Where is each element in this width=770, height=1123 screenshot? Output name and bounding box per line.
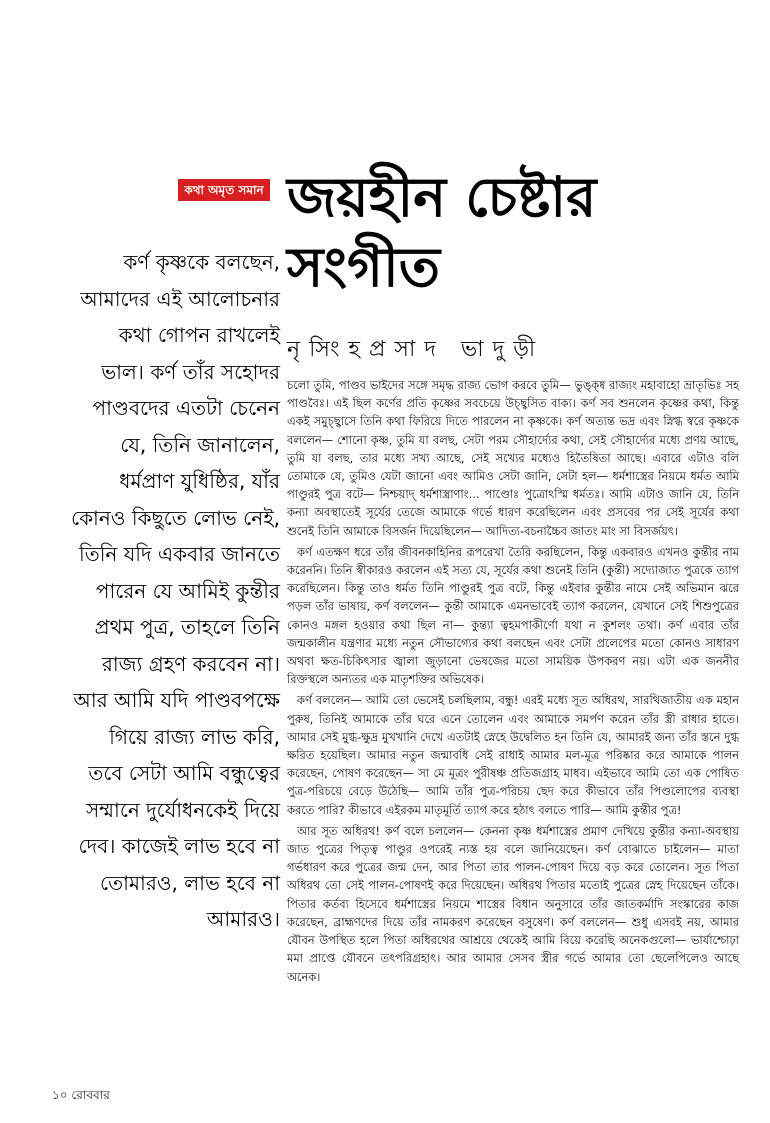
article-paragraph: চলো তুমি, পাণ্ডব ভাইদের সঙ্গে সমৃদ্ধ রাজ্য ভোগ করবে তুমি— ভুঙ্ক্ষ্ব রাজ্যং মহাবাহো ভ্রাতৃভিঃ সহ পাণ্ডবৈঃ। এই ছিল কর্ণের প্রতি কৃষ্ণের সবচেয়ে উচ্ছ্বসিত বাক্য। কর্ণ সব শুনলেন কৃষ্ণের কথা, কিন্তু একই সমুচ্ছ্বাসে তিনি কথা ফিরিয়ে দিতে পারলেন না কৃষ্ণকে। কর্ণ অত্যন্ত ভদ্র এবং স্নিগ্ধ স্বরে কৃষ্ণকে বললেন— শোনো কৃষ্ণ, তুমি যা বলছ, সেটা পরম সৌহার্দ্যের কথা, সেই সৌহার্দ্যের মধ্যে প্রণয় আছে, তুমি যা বলছ, তার মধ্যে সখ্য আছে, সেই সখ্যের মধ্যেও হিতৈষিতা আছে। এবারে এটাও বলি তোমাকে যে, তুমিও যেটা জানো এবং আমিও সেটা জানি, সেটা হল— ধর্মশাস্ত্রের নিয়মে ধর্মত আমি পাণ্ডুরই পুত্র বটে— নিশ্চয়াদ্ ধর্মশাস্ত্রাণাং... পাণ্ডোঃ পুত্রোঽস্মি ধর্মতঃ। আমি এটাও জানি যে, তিনি কন্যা অবস্থাতেই সূর্যের তেজে আমাকে গর্ভে ধারণ করেছিলেন এবং প্রসবের পর সেই সূর্যের কথা শুনেই তিনি আমাকে বিসর্জন দিয়েছিলেন— আদিত্য-বচনাচ্চৈব জাতং মাং সা বিসর্জয়ৎ। bbox=[287, 378, 739, 538]
article-title: জয়হীন চেষ্টার সংগীত bbox=[287, 165, 597, 299]
article-paragraph: কর্ণ বললেন— আমি তো ভেসেই চলছিলাম, বন্ধু! এরই মধ্যে সূত অধিরথ, সারথিজাতীয় এক মহান পুরুষ, তিনিই আমাকে তাঁর ঘরে এনে তোলেন এবং আমাকে সমর্পণ করেন তাঁর স্ত্রী রাধার হাতে। আমার সেই মুগ্ধ-ক্ষুদ্র মুখখানি দেখে এতটাই স্নেহে উদ্বেলিত হন তিনি যে, আমারই জন্য তাঁর স্তনে দুগ্ধ ক্ষরিত হয়েছিল। আমার নতুন জন্মাবধি সেই রাধাই আমার মল-মূত্র পরিষ্কার করে আমাকে পালন করেছেন, পোষণ করেছেন— সা মে মূত্রং পুরীষঞ্চ প্রতিজগ্রাহ মাধব। এইভাবে আমি তো এক পোষিত পুত্র-পরিচয়ে বেড়ে উঠেছি— আমি তাঁর পুত্র-পরিচয় ছেদ করে কীভাবে তাঁর পিণ্ডলোপের ব্যবস্থা করতে পারি? কীভাবে এইরকম মাতৃমূর্তি ত্যাগ করে হঠাৎ বলতে পারি— আমি কুন্তীর পুত্র! bbox=[287, 693, 739, 817]
author-byline: নৃসিংহপ্রসাদ ভাদুড়ী bbox=[287, 337, 545, 362]
page-footer: ১০ রোববার bbox=[52, 1088, 110, 1102]
section-tag: কথা অমৃত সমান bbox=[178, 179, 270, 201]
article-paragraph: কর্ণ এতক্ষণ ধরে তাঁর জীবনকাহিনির রূপরেখা তৈরি করছিলেন, কিন্তু একবারও এখনও কুন্তীর নাম করেননি। তিনি স্বীকারও করলেন এই সত্য যে, সূর্যের কথা শুনেই তিনি (কুন্তী) সদ্যোজাত পুত্রকে ত্যাগ করেছিলেন। কিন্তু তাও ধর্মত তিনি পাণ্ডুরই পুত্র বটে, কিন্তু এইবার কুন্তীর নামে সেই অভিমান ঝরে পড়ল তাঁর ভাষায়, কর্ণ বললেন— কুন্তী আমাকে এমনভাবেই ত্যাগ করলেন, যেখানে সেই শিশুপুত্রের কোনও মঙ্গল হওয়ার কথা ছিল না— কুন্ত্যা ত্বহমপাকীর্ণো যথা ন কুশলং তথা। কর্ণ এবার তাঁর জন্মকালীন যন্ত্রণার মধ্যে নতুন সৌভাগ্যের কথা বলছেন এবং সেটা প্রলেপের মতো কোনও সাধারণ অথবা ক্ষত-চিকিৎসার জ্বালা জুড়ানো ভেষজের মতো সাময়িক উপকরণ নয়। এটা এক জননীর রিক্তস্থলে অন্যতর এক মাতৃশক্তির অভিষেক। bbox=[287, 544, 739, 687]
article-paragraph: আর সূত অধিরথ! কর্ণ বলে চললেন— কেননা কৃষ্ণ ধর্মশাস্ত্রের প্রমাণ দেখিয়ে কুন্তীর কন্যা-অবস্থায় জাত পুত্রের পিতৃত্ব পাণ্ডুর ওপরেই ন্যস্ত হয় বলে জানিয়েছেন। কর্ণ বোঝাতে চাইলেন— মাতা গর্ভধারণ করে পুত্রের জন্ম দেন, আর পিতা তার পালন-পোষণ দিয়ে বড় করে তোলেন। সূত পিতা অধিরথ তো সেই পালন-পোষণই করে দিয়েছেন। অধিরথ পিতার মতোই পুত্রের স্নেহ দিয়েছেন তাঁকে। পিতার কর্তব্য হিসেবে ধর্মশাস্ত্রের নিয়মে শাস্ত্রের বিধান অনুসারে তাঁর জাতকর্মাদি সংস্কারের কাজ করেছেন, ব্রাহ্মণদের দিয়ে তাঁর নামকরণ করেছেন বসুষেণ। কর্ণ বললেন— শুধু এসবই নয়, আমার যৌবন উপস্থিত হলে পিতা অধিরথের আশ্রয়ে থেকেই আমি বিয়ে করেছি অনেকগুলো— ভার্যাশ্চোঢ়া মমা প্রাপ্তে যৌবনে তৎপরিগ্রহাৎ। আর আমার সেসব স্ত্রীর গর্ভে আমার তো ছেলেপিলেও আছে অনেক। bbox=[287, 823, 739, 984]
article-body bbox=[287, 376, 739, 989]
pull-quote: কর্ণ কৃষ্ণকে বলছেন, আমাদের এই আলোচনার কথা গোপন রাখলেই ভাল। কর্ণ তাঁর সহোদর পাণ্ডবদের এতটা চেনেন যে, তিনি জানালেন, ধর্মপ্রাণ যুধিষ্ঠির, যাঁর কোনও কিছুতে লোভ নেই, তিনি যদি একবার জানতে পারেন যে আমিই কুন্তীর প্রথম পুত্র, তাহলে তিনি রাজ্য গ্রহণ করবেন না। আর আমি যদি পাণ্ডবপক্ষে গিয়ে রাজ্য লাভ করি, তবে সেটা আমি বন্ধুত্বের সম্মানে দুর্যোধনকেই দিয়ে দেব। কাজেই লাভ হবে না তোমারও, লাভ হবে না আমারও। bbox=[70, 250, 280, 931]
